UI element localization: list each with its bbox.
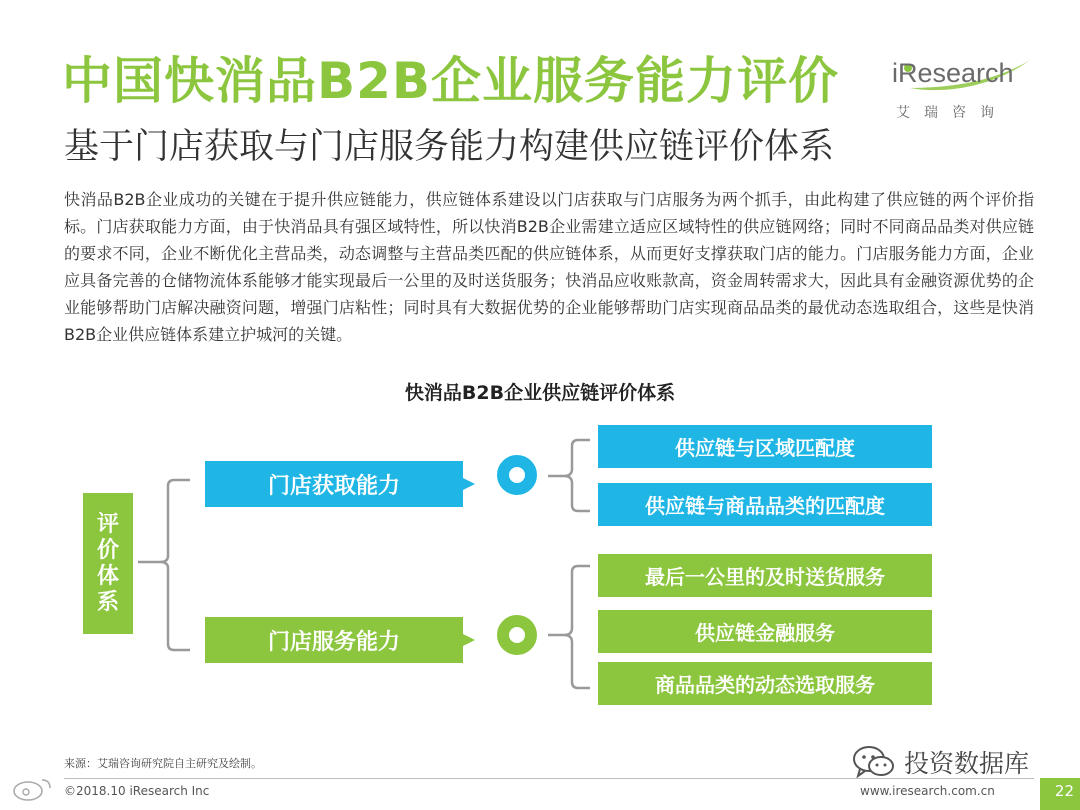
leaf-label: 供应链金融服务 [695, 621, 835, 645]
intro-paragraph: 快消品B2B企业成功的关键在于提升供应链能力，供应链体系建设以门店获取与门店服务为两个抓手，由此构建了供应链的两个评价指标。门店获取能力方面，由于快消品具有强区域特性，所以快消B2B企业需建立适应区域特性的供应链网络；同时不同商品品类对供应链的要求不同，企业不断优化主营品类，动态调整与主营品类匹配的供应链体系，从而更好支撑获取门店的能力。门店服务能力方面，企业应具备完善的仓储物流体系能够才能实现最后一公里的及时送货服务；快消品应收账款高，资金周转需求大，因此具有金融资源优势的企业能够帮助门店解决融资问题，增强门店粘性；同时具有大数据优势的企业能够帮助门店实现商品品类的最优动态选取组合，这些是快消B2B企业供应链体系建立护城河的关键。 [64, 190, 1034, 344]
page-subtitle: 基于门店获取与门店服务能力构建供应链评价体系 [64, 127, 835, 167]
leaf-label: 商品品类的动态选取服务 [655, 673, 875, 697]
root-node [83, 493, 133, 634]
leaf-dynamic-category-selection [598, 662, 932, 705]
watermark-text: 投资数据库 [904, 749, 1030, 778]
category-label: 门店服务能力 [267, 629, 400, 655]
leaf-last-mile-delivery [598, 554, 932, 597]
wechat-watermark [852, 742, 1042, 782]
leaf-supply-chain-finance [598, 610, 932, 653]
website-text: www.iresearch.com.cn [860, 784, 995, 798]
page-number: 22 [1054, 782, 1074, 800]
source-note: 来源：艾瑞咨询研究院自主研究及绘制。 [64, 757, 262, 770]
wechat-icon [852, 745, 896, 779]
green-node-dot-icon [497, 615, 537, 655]
blue-node-dot-icon [497, 455, 537, 495]
diagram-title: 快消品B2B企业供应链评价体系 [404, 382, 676, 404]
blue-branch-bracket [548, 440, 590, 511]
leaf-label: 供应链与区域匹配度 [675, 436, 855, 460]
logo-wordmark: iResearch [892, 58, 1014, 88]
category-store-acquisition [205, 461, 463, 507]
page-number-tab [1040, 778, 1080, 810]
page-title: 中国快消品B2B企业服务能力评价 [62, 52, 840, 110]
leaf-label: 最后一公里的及时送货服务 [645, 565, 885, 589]
root-bracket [138, 480, 190, 650]
green-branch-bracket [548, 566, 590, 688]
copyright-text: ©2018.10 iResearch Inc [64, 784, 210, 798]
leaf-category-match [598, 483, 932, 526]
root-label: 评价体系 [96, 511, 119, 615]
logo-chinese-name: 艾瑞咨询 [896, 105, 1008, 121]
weibo-icon [8, 776, 56, 802]
leaf-region-match [598, 425, 932, 468]
footer-divider [64, 778, 1034, 779]
category-store-service [205, 617, 463, 663]
category-label: 门店获取能力 [267, 473, 400, 499]
leaf-label: 供应链与商品品类的匹配度 [645, 494, 885, 518]
